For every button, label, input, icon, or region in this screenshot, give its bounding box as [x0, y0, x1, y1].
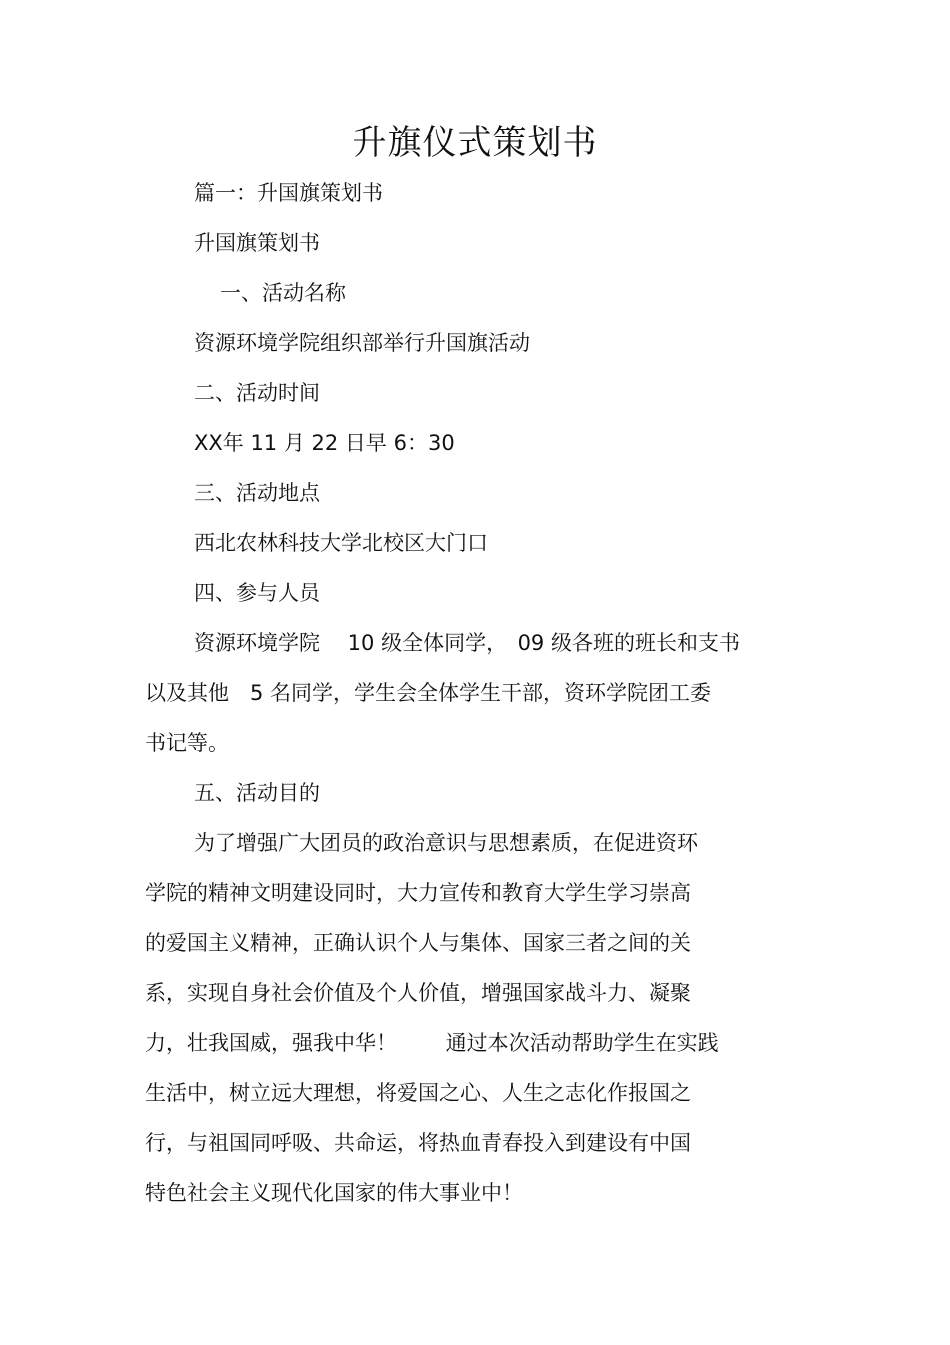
section-heading-time: 二、活动时间 — [194, 381, 320, 405]
participants-line: 以及其他 5 名同学，学生会全体学生干部，资环学院团工委 — [145, 681, 712, 705]
section-content-name: 资源环境学院组织部举行升国旗活动 — [194, 331, 530, 355]
participants-line: 资源环境学院 10 级全体同学， 09 级各班的班长和支书 — [194, 631, 740, 655]
purpose-line: 学院的精神文明建设同时，大力宣传和教育大学生学习崇高 — [145, 881, 691, 905]
section-heading-participants: 四、参与人员 — [194, 581, 320, 605]
purpose-line: 行，与祖国同呼吸、共命运，将热血青春投入到建设有中国 — [145, 1131, 691, 1155]
subtitle: 升国旗策划书 — [194, 231, 320, 255]
purpose-line: 力，壮我国威，强我中华！ 通过本次活动帮助学生在实践 — [145, 1031, 719, 1055]
section-content-time: XX年 11 月 22 日早 6：30 — [194, 431, 455, 455]
section-heading-purpose: 五、活动目的 — [194, 781, 320, 805]
purpose-line: 的爱国主义精神，正确认识个人与集体、国家三者之间的关 — [145, 931, 691, 955]
purpose-line: 生活中，树立远大理想，将爱国之心、人生之志化作报国之 — [145, 1081, 691, 1105]
purpose-line: 特色社会主义现代化国家的伟大事业中！ — [145, 1181, 523, 1205]
part-heading: 篇一：升国旗策划书 — [194, 181, 383, 205]
section-content-location: 西北农林科技大学北校区大门口 — [194, 531, 488, 555]
participants-line: 书记等。 — [145, 731, 229, 755]
section-heading-location: 三、活动地点 — [194, 481, 320, 505]
section-heading-name: 一、活动名称 — [220, 281, 346, 305]
purpose-line: 系，实现自身社会价值及个人价值，增强国家战斗力、凝聚 — [145, 981, 691, 1005]
purpose-line: 为了增强广大团员的政治意识与思想素质，在促进资环 — [194, 831, 698, 855]
document-title: 升旗仪式策划书 — [352, 123, 598, 163]
